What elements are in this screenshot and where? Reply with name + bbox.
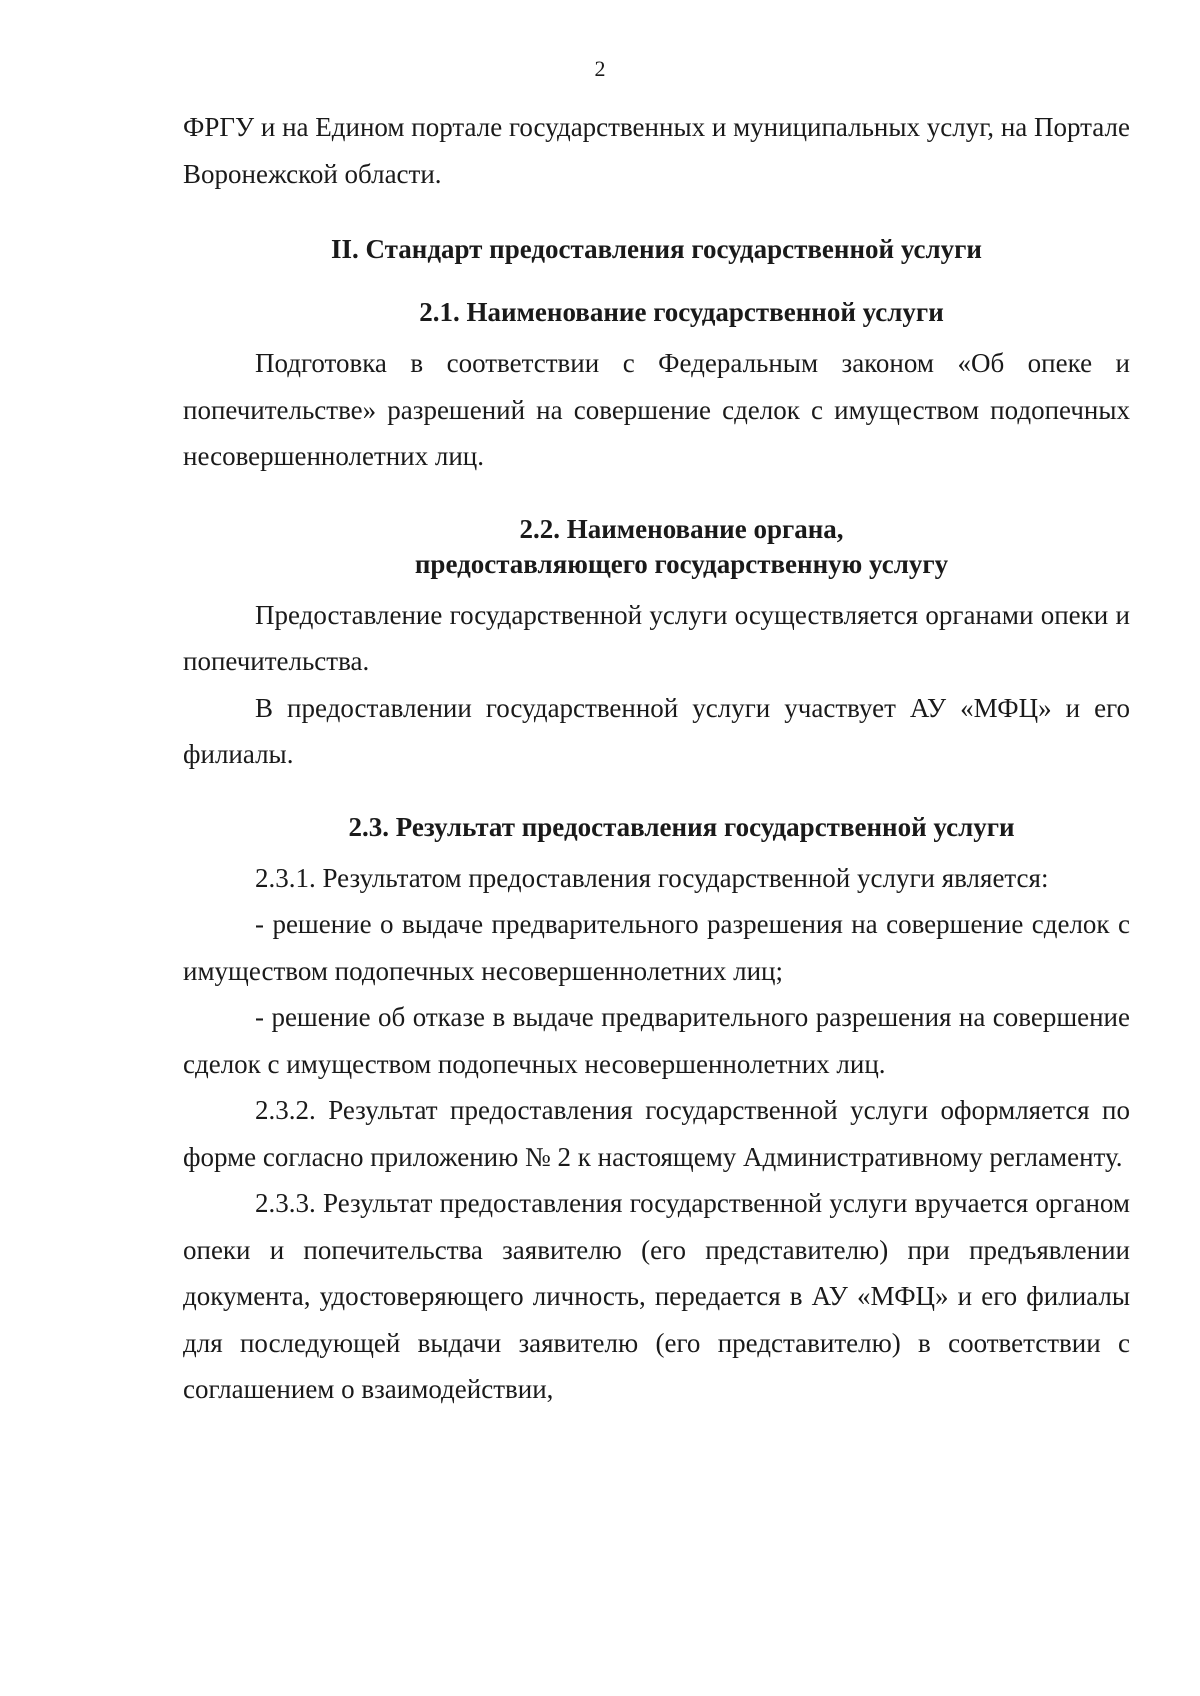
list-item-result-1: - решение о выдаче предварительного разрешения на совершение сделок с имуществом подопечных несовершеннолетних лиц;: [183, 909, 1130, 986]
subsection-2-2-title: [183, 512, 1130, 582]
section-title: II. Стандарт предоставления государственной услуги: [331, 234, 982, 264]
subsection-2-2-title-line1: 2.2. Наименование органа,: [519, 513, 844, 544]
subsection-2-3-title: 2.3. Результат предоставления государственной услуги: [348, 811, 1015, 842]
list-item-result-2: - решение об отказе в выдаче предварительного разрешения на совершение сделок с имуществом подопечных несовершеннолетних лиц.: [183, 1002, 1130, 1079]
subsection-2-2-paragraph-1: Предоставление государственной услуги осуществляется органами опеки и попечительства.: [183, 599, 1130, 676]
subsection-2-2-title-line2: предоставляющего государственную услугу: [414, 548, 949, 579]
paragraph-2-3-3: 2.3.3. Результат предоставления государственной услуги вручается органом опеки и попечительства заявителю (его представителю) при предъявлении документа, удостоверяющего личность, передается в АУ «МФЦ» и его филиалы для последующей выдачи заявителю (его представителю) в соответствии с соглашением о взаимодействии,: [183, 1188, 1130, 1404]
page-number: 2: [594, 56, 606, 81]
paragraph-2-3-2: 2.3.2. Результат предоставления государственной услуги оформляется по форме согласно приложению № 2 к настоящему Административному регламенту.: [183, 1095, 1130, 1172]
paragraph-2-3-1: 2.3.1. Результатом предоставления государственной услуги является:: [255, 862, 1049, 893]
subsection-2-2-paragraph-2: В предоставлении государственной услуги участвует АУ «МФЦ» и его филиалы.: [183, 692, 1130, 769]
subsection-2-1-title: 2.1. Наименование государственной услуги: [419, 297, 944, 327]
subsection-2-1-paragraph: Подготовка в соответствии с Федеральным законом «Об опеке и попечительстве» разрешений на совершение сделок с имуществом подопечных несовершеннолетних лиц.: [183, 348, 1130, 471]
intro-paragraph: ФРГУ и на Едином портале государственных и муниципальных услуг, на Портале Воронежской области.: [183, 112, 1130, 189]
document-body: [183, 104, 1130, 1413]
